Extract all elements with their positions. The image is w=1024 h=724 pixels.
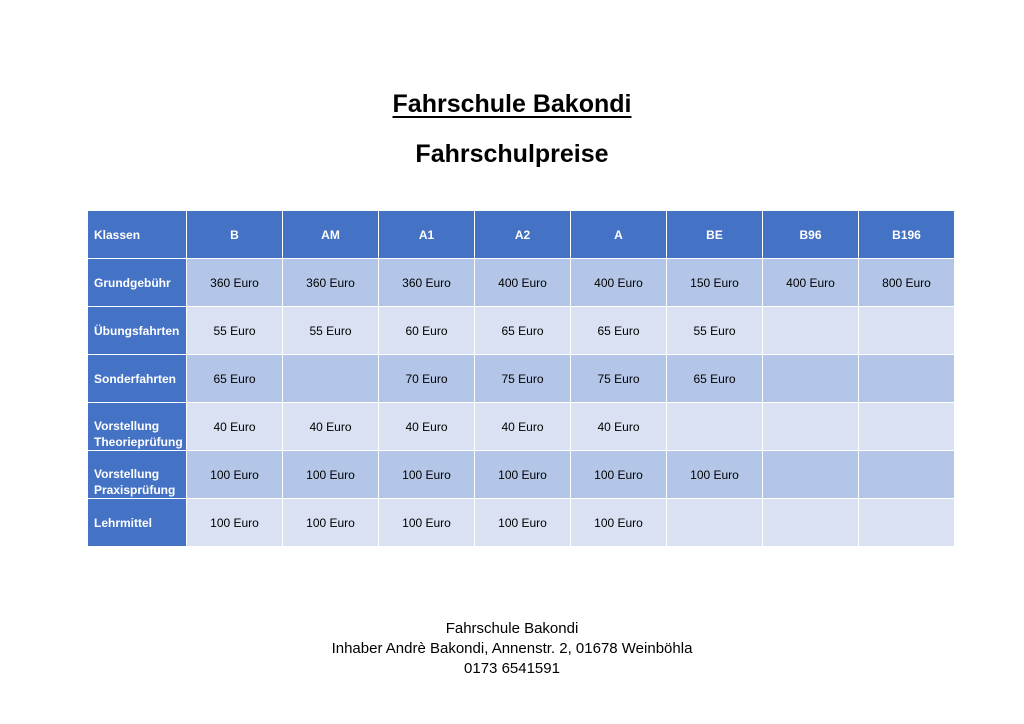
table-cell: 100 Euro bbox=[379, 451, 475, 499]
column-header: B196 bbox=[859, 211, 955, 259]
table-cell: 100 Euro bbox=[475, 451, 571, 499]
column-header: B bbox=[187, 211, 283, 259]
table-cell bbox=[859, 451, 955, 499]
table-row bbox=[88, 499, 955, 547]
row-label bbox=[88, 259, 187, 307]
table-cell: 60 Euro bbox=[379, 307, 475, 355]
table-cell bbox=[859, 403, 955, 451]
table-cell: 100 Euro bbox=[379, 499, 475, 547]
table-cell: 100 Euro bbox=[187, 499, 283, 547]
table-cell: 75 Euro bbox=[475, 355, 571, 403]
table-cell: 100 Euro bbox=[283, 451, 379, 499]
document-title-text: Fahrschule Bakondi bbox=[392, 90, 632, 118]
table-cell bbox=[763, 307, 859, 355]
table-cell: 65 Euro bbox=[187, 355, 283, 403]
table-cell: 400 Euro bbox=[475, 259, 571, 307]
table-cell: 40 Euro bbox=[475, 403, 571, 451]
table-cell: 100 Euro bbox=[187, 451, 283, 499]
row-label-line: Vorstellung bbox=[94, 419, 160, 433]
row-label-line: Sonderfahrten bbox=[94, 371, 177, 386]
table-row bbox=[88, 451, 955, 499]
row-label bbox=[88, 355, 187, 403]
table-cell bbox=[859, 355, 955, 403]
footer-owner-address: Inhaber Andrè Bakondi, Annenstr. 2, 01678 Weinböhla bbox=[331, 640, 693, 657]
row-label-line: Übungsfahrten bbox=[94, 323, 180, 338]
document-title bbox=[0, 89, 1024, 119]
table-cell: 75 Euro bbox=[571, 355, 667, 403]
table-row bbox=[88, 403, 955, 451]
row-label-line: Theorieprüfung bbox=[94, 435, 183, 449]
table-cell: 100 Euro bbox=[667, 451, 763, 499]
footer-company: Fahrschule Bakondi bbox=[445, 620, 579, 637]
table-cell: 100 Euro bbox=[571, 499, 667, 547]
footer-phone: 0173 6541591 bbox=[464, 660, 560, 677]
row-label bbox=[88, 403, 187, 451]
table-cell: 150 Euro bbox=[667, 259, 763, 307]
row-label-line: Grundgebühr bbox=[94, 275, 171, 290]
column-header: BE bbox=[667, 211, 763, 259]
table-cell: 55 Euro bbox=[667, 307, 763, 355]
table-cell bbox=[763, 451, 859, 499]
table-cell: 400 Euro bbox=[571, 259, 667, 307]
table-cell: 65 Euro bbox=[475, 307, 571, 355]
row-label-line: Lehrmittel bbox=[94, 515, 153, 530]
table-cell bbox=[283, 355, 379, 403]
table-cell bbox=[667, 403, 763, 451]
column-header: AM bbox=[283, 211, 379, 259]
table-cell: 70 Euro bbox=[379, 355, 475, 403]
table-cell: 55 Euro bbox=[187, 307, 283, 355]
row-label bbox=[88, 451, 187, 499]
table-cell bbox=[859, 307, 955, 355]
table-row bbox=[88, 259, 955, 307]
column-header: A bbox=[571, 211, 667, 259]
table-cell: 55 Euro bbox=[283, 307, 379, 355]
table-row bbox=[88, 307, 955, 355]
table-cell: 360 Euro bbox=[283, 259, 379, 307]
footer-address bbox=[0, 619, 1024, 679]
row-label bbox=[88, 499, 187, 547]
table-cell: 40 Euro bbox=[571, 403, 667, 451]
table-cell: 360 Euro bbox=[187, 259, 283, 307]
table-cell: 100 Euro bbox=[571, 451, 667, 499]
row-label-line: Vorstellung bbox=[94, 467, 160, 481]
table-cell: 100 Euro bbox=[475, 499, 571, 547]
table-row bbox=[88, 355, 955, 403]
row-label bbox=[88, 307, 187, 355]
table-cell: 40 Euro bbox=[283, 403, 379, 451]
table-cell: 100 Euro bbox=[283, 499, 379, 547]
table-cell: 40 Euro bbox=[379, 403, 475, 451]
table-cell: 40 Euro bbox=[187, 403, 283, 451]
table-cell: 400 Euro bbox=[763, 259, 859, 307]
table-cell bbox=[763, 403, 859, 451]
table-corner-label: Klassen bbox=[88, 211, 187, 259]
price-table bbox=[87, 210, 955, 547]
column-header: B96 bbox=[763, 211, 859, 259]
table-cell: 65 Euro bbox=[667, 355, 763, 403]
table-cell bbox=[763, 499, 859, 547]
table-cell: 800 Euro bbox=[859, 259, 955, 307]
table-cell: 65 Euro bbox=[571, 307, 667, 355]
table-cell bbox=[667, 499, 763, 547]
column-header: A1 bbox=[379, 211, 475, 259]
table-cell bbox=[859, 499, 955, 547]
table-header-row bbox=[88, 211, 955, 259]
table-cell: 360 Euro bbox=[379, 259, 475, 307]
column-header: A2 bbox=[475, 211, 571, 259]
document-subtitle: Fahrschulpreise bbox=[415, 140, 609, 168]
row-label-line: Praxisprüfung bbox=[94, 483, 176, 497]
table-cell bbox=[763, 355, 859, 403]
